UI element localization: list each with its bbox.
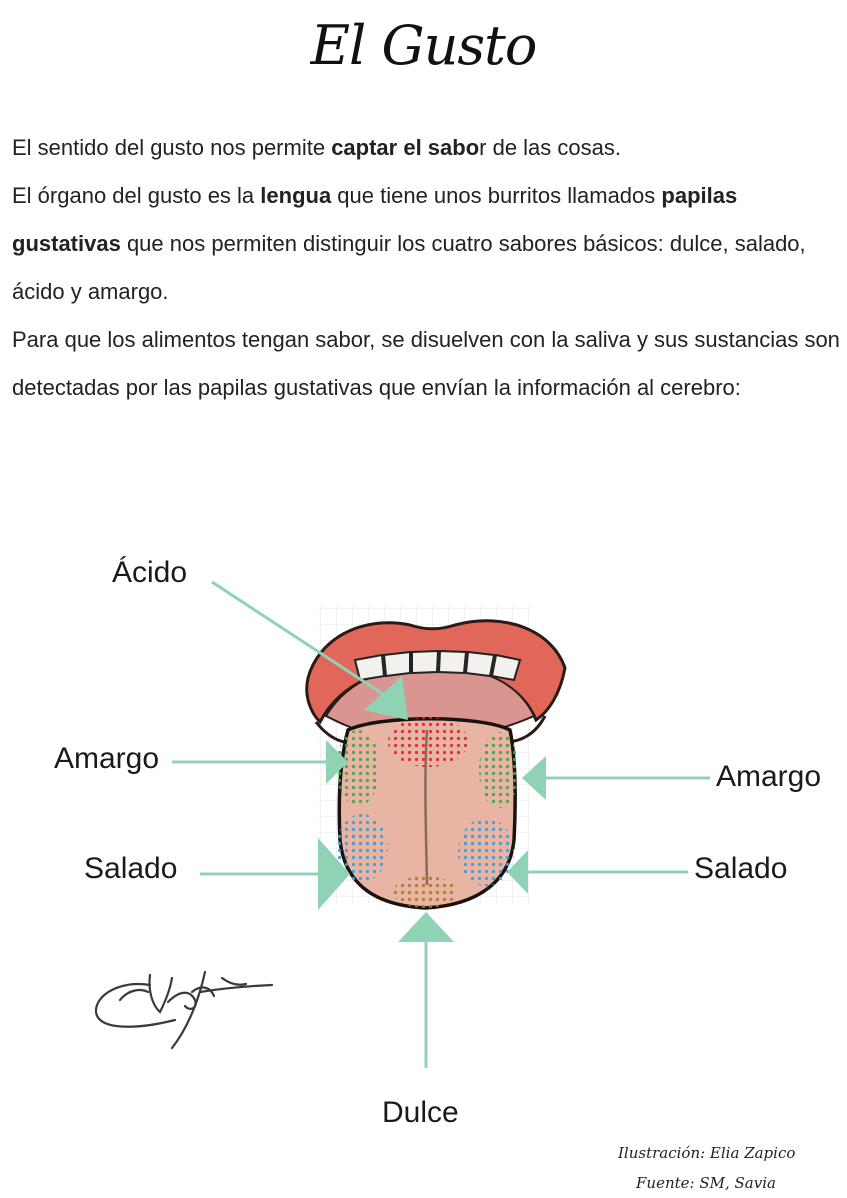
p1-bold: captar el sabo	[331, 135, 480, 160]
zone-amargo-right	[479, 732, 519, 808]
label-amargo-left: Amargo	[54, 742, 160, 775]
p1-text-a: El sentido del gusto nos permite	[12, 135, 332, 160]
page-title: El Gusto	[310, 14, 537, 77]
label-salado-right: Salado	[694, 852, 788, 885]
p2-text-e: que nos permiten distinguir los cuatro sabores básicos: dulce, salado, ácido y amargo.	[12, 231, 806, 304]
zone-acido	[388, 717, 468, 767]
arrow-dulce-head	[398, 912, 454, 942]
p2-bold-lengua: lengua	[260, 183, 332, 208]
p2-text-c: que tiene unos burritos llamados	[331, 183, 662, 208]
p1-text-c: r de las cosas.	[479, 135, 621, 160]
label-salado-left: Salado	[84, 852, 178, 885]
zone-salado-right	[458, 818, 514, 886]
zone-dulce	[393, 876, 457, 908]
label-acido: Ácido	[112, 556, 188, 589]
credit-illustration: Ilustración: Elia Zapico	[618, 1144, 796, 1162]
label-dulce: Dulce	[382, 1096, 459, 1129]
zone-amargo-left	[336, 730, 380, 806]
credit-source: Fuente: SM, Savia	[636, 1174, 776, 1192]
p2-text-a: El órgano del gusto es la	[12, 183, 261, 208]
label-amargo-right: Amargo	[716, 760, 822, 793]
paragraph-3: Para que los alimentos tengan sabor, se disuelven con la saliva y sus sustancias son detectadas por las papilas gustativas que envían la información al cerebro:	[12, 327, 840, 400]
signature	[96, 972, 272, 1048]
p2-bold-papilas: papilas gustativas	[12, 183, 738, 256]
